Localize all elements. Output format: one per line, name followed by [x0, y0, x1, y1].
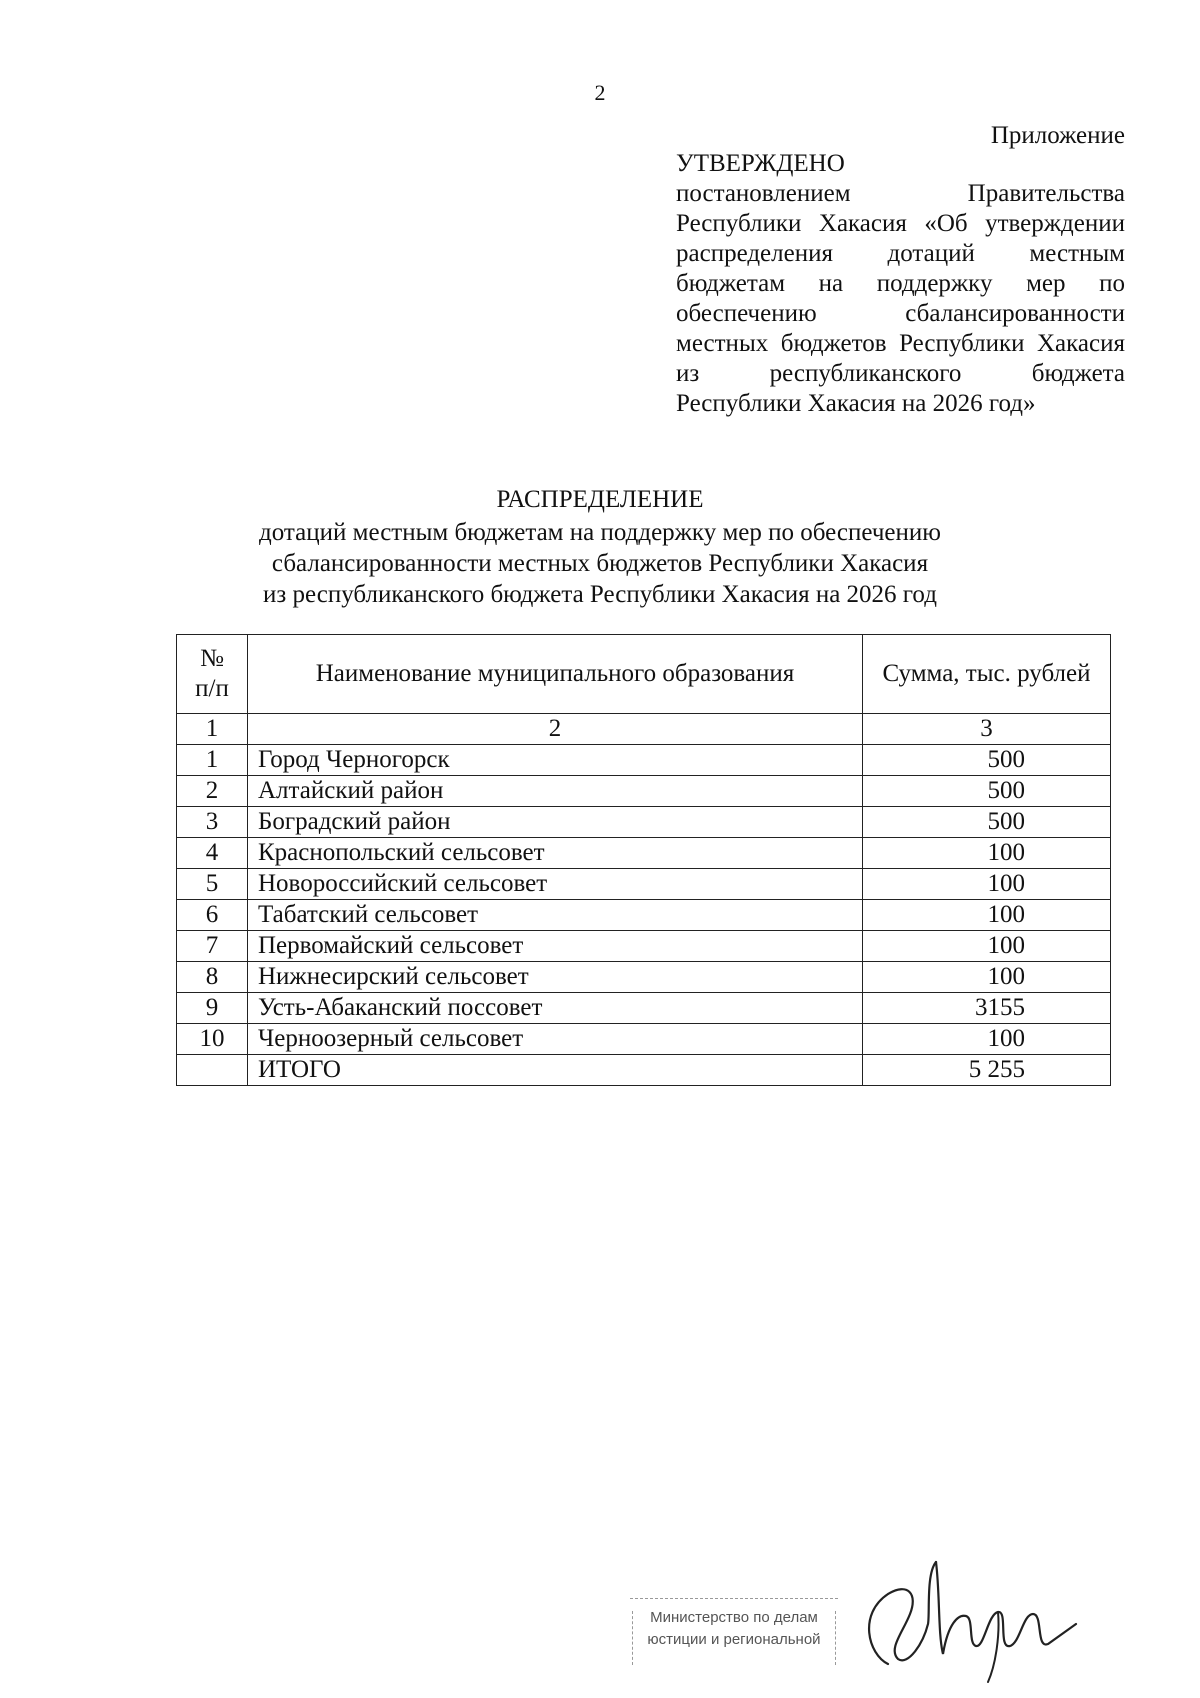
table-row — [177, 776, 1111, 807]
table-row — [177, 900, 1111, 931]
document-subtitle-line: дотаций местным бюджетам на поддержку мер по обеспечению — [259, 519, 941, 546]
header-number-symbol: № — [200, 645, 224, 672]
row-number: 10 — [177, 1024, 248, 1055]
header-sum: Сумма, тыс. рублей — [863, 635, 1111, 714]
table-row — [177, 807, 1111, 838]
row-number: 9 — [177, 993, 248, 1024]
row-name: Краснопольский сельсовет — [248, 838, 863, 869]
table-body — [177, 714, 1111, 1086]
row-sum: 500 — [863, 776, 1111, 807]
row-sum: 3155 — [863, 993, 1111, 1024]
row-name: Черноозерный сельсовет — [248, 1024, 863, 1055]
index-cell: 3 — [863, 714, 1111, 745]
row-sum: 100 — [863, 962, 1111, 993]
stamp-line: Министерство по делам — [650, 1609, 818, 1626]
table-row — [177, 962, 1111, 993]
table-row — [177, 931, 1111, 962]
row-name: Город Черногорск — [248, 745, 863, 776]
row-name: Первомайский сельсовет — [248, 931, 863, 962]
row-sum: 100 — [863, 931, 1111, 962]
row-name: Усть-Абаканский поссовет — [248, 993, 863, 1024]
row-number: 6 — [177, 900, 248, 931]
row-sum: 500 — [863, 807, 1111, 838]
row-sum: 100 — [863, 838, 1111, 869]
row-name: Алтайский район — [248, 776, 863, 807]
row-number: 3 — [177, 807, 248, 838]
row-name: Табатский сельсовет — [248, 900, 863, 931]
total-sum: 5 255 — [863, 1055, 1111, 1086]
row-sum: 100 — [863, 1024, 1111, 1055]
row-number: 7 — [177, 931, 248, 962]
table-row — [177, 745, 1111, 776]
index-cell: 2 — [248, 714, 863, 745]
distribution-table — [176, 634, 1111, 1086]
approval-block — [676, 149, 1125, 419]
handwritten-signature — [848, 1554, 1078, 1684]
page-number: 2 — [594, 80, 606, 105]
document-subtitle-line: сбалансированности местных бюджетов Республики Хакасия — [271, 550, 929, 577]
index-cell: 1 — [177, 714, 248, 745]
table-row — [177, 1024, 1111, 1055]
table-row — [177, 838, 1111, 869]
approved-text: постановлением Правительства Республики Хакасия «Об утверждении распределения дотаций местным бюджетам на поддержку мер по обеспечению сбалансированности местных бюджетов Республики Хакасия из республиканского бюджета Республики Хакасия на 2026 год» — [676, 180, 1125, 417]
total-number — [177, 1055, 248, 1086]
table-header-row — [177, 635, 1111, 714]
row-number: 8 — [177, 962, 248, 993]
total-label: ИТОГО — [248, 1055, 863, 1086]
document-subtitle-line: из республиканского бюджета Республики Хакасия на 2026 год — [263, 581, 937, 608]
row-name: Нижнесирский сельсовет — [248, 962, 863, 993]
table-total-row — [177, 1055, 1111, 1086]
row-number: 4 — [177, 838, 248, 869]
header-number-abbr: п/п — [195, 675, 229, 702]
ministry-stamp — [630, 1598, 838, 1665]
appendix-label: Приложение — [990, 122, 1125, 149]
row-number: 1 — [177, 745, 248, 776]
stamp-line: юстиции и региональной — [647, 1631, 821, 1648]
table-row — [177, 993, 1111, 1024]
row-name: Новороссийский сельсовет — [248, 869, 863, 900]
title-block — [0, 484, 1200, 610]
row-name: Боградский район — [248, 807, 863, 838]
table-row — [177, 869, 1111, 900]
document-title: РАСПРЕДЕЛЕНИЕ — [496, 486, 704, 513]
row-number: 2 — [177, 776, 248, 807]
table-index-row — [177, 714, 1111, 745]
row-number: 5 — [177, 869, 248, 900]
row-sum: 500 — [863, 745, 1111, 776]
row-sum: 100 — [863, 869, 1111, 900]
approved-title: УТВЕРЖДЕНО — [676, 150, 845, 177]
header-name: Наименование муниципального образования — [248, 635, 863, 714]
row-sum: 100 — [863, 900, 1111, 931]
header-number — [177, 635, 248, 714]
